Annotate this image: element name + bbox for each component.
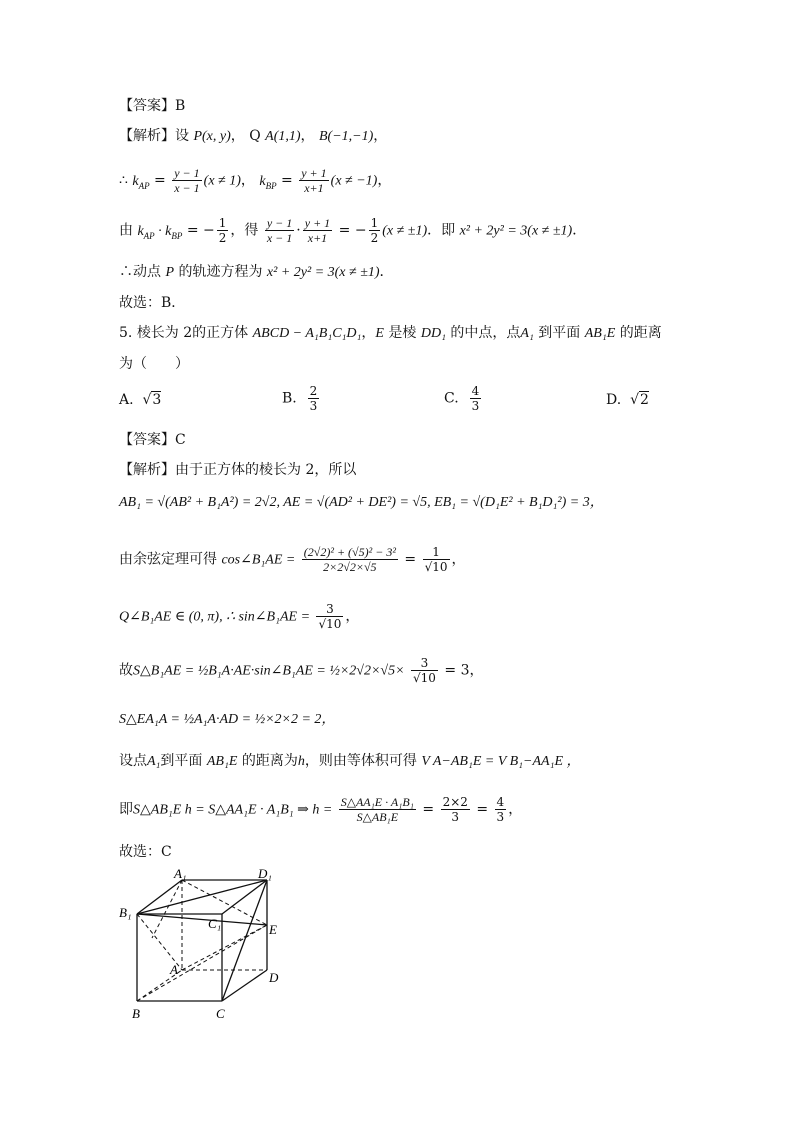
line-be <box>137 925 267 1001</box>
option-c: C. $\frac{4}{3}$ <box>444 384 480 413</box>
q4-choose: 故选：B． <box>119 295 186 311</box>
q5-analysis-intro: 【解析】由于正方体的棱长为 2，所以 <box>119 462 357 478</box>
label-a1: A₁ <box>174 866 187 881</box>
label-c1: C₁ <box>208 916 222 931</box>
q5-area2: S△EA₁A = ½A₁A·AD = ½×2×2 = 2， <box>119 712 336 727</box>
option-d: D. √2 <box>606 392 649 408</box>
edge-b1a1 <box>137 880 182 914</box>
cube-figure <box>112 866 302 1026</box>
edge-cd <box>222 970 267 1001</box>
label-b1: B₁ <box>119 905 132 920</box>
line-ae <box>182 925 267 970</box>
label-a: A <box>170 962 178 977</box>
q4-answer <box>119 96 185 116</box>
q4-slopes: ∴ $k_{AP}$ = $\frac{y - 1}{x - 1}$ (x ≠ 1)， $k_{BP}$ = $\frac{y + 1}{x+1}$ (x ≠ −1)， <box>119 166 392 195</box>
q5-stem: 5. 棱长为 2的正方体 ABCD − A₁B₁C₁D₁，E 是棱 DD₁ 的中点，点A₁ 到平面 AB₁E 的距离 <box>119 325 662 341</box>
q5-lengths: AB₁ = √(AB² + B₁A²) = 2√2, AE = √(AD² + DE²) = √5, EB₁ = √(D₁E² + B₁D₁²) = 3， <box>119 495 604 510</box>
option-a: A. √3 <box>119 392 162 408</box>
label-d1: D₁ <box>258 866 272 881</box>
q5-height-setup: 设点A₁到平面 AB₁E 的距离为h，则由等体积可得 V A−AB₁E = V B₁−AA₁E ， <box>119 753 581 769</box>
label-c: C <box>216 1006 225 1021</box>
label-b: B <box>132 1006 140 1021</box>
option-b: B. $\frac{2}{3}$ <box>282 384 318 413</box>
answer-value: B <box>175 98 186 114</box>
q4-product: 由 $k_{AP} \cdot k_{BP}$ = − $\frac{1}{2}$ ，得 $\frac{y - 1}{x - 1}$ · $\frac{y + 1}{x+1}$ = − $\frac{1}{2}$ (x ≠ ±1)．即 x² + 2y² = 3(x ≠ ±1)． <box>119 216 587 245</box>
q5-choose: 故选：C <box>119 844 172 860</box>
q5-stem-line2: 为（ ） <box>119 356 189 372</box>
label-e: E <box>269 922 277 937</box>
q5-sin: Q∠B₁AE ∈ (0, π), ∴ sin∠B₁AE = $\frac{3}{√10}$ ， <box>119 602 360 631</box>
label-d: D <box>269 970 279 985</box>
q4-locus: ∴动点 P 的轨迹方程为 x² + 2y² = 3(x ≠ ±1)． <box>119 264 394 280</box>
q5-height-eq: 即S△AB₁E h = S△AA₁E · A₁B₁ ⇒ h = $\frac{\text{S△AA₁E · A₁B₁}}{\text{S△AB₁E}}$ = $\frac{2\times 2}{3}$ = $\frac{4}{3}$ ， <box>119 795 523 824</box>
q5-area1: 故S△B₁AE = ½B₁A·AE·sin∠B₁AE = ½×2√2×√5× $\frac{3}{√10}$ = 3， <box>119 656 484 685</box>
q5-cos: 由余弦定理可得 cos∠B₁AE = $\frac{\text{(2√2)² + (√5)² − 3²}}{2\times 2√2\times√5}$ = $\frac{1}{√10}$ ， <box>119 545 466 574</box>
q4-analysis-line1: 【解析】设 P(x, y)， Q A(1,1)， B(−1,−1)， <box>119 128 388 144</box>
answer-label: 【答案】 <box>119 98 175 114</box>
line-b1d1 <box>137 880 267 914</box>
line-b1e <box>137 914 267 925</box>
q5-answer: 【答案】C <box>119 432 186 448</box>
line-cd1 <box>222 880 267 1001</box>
